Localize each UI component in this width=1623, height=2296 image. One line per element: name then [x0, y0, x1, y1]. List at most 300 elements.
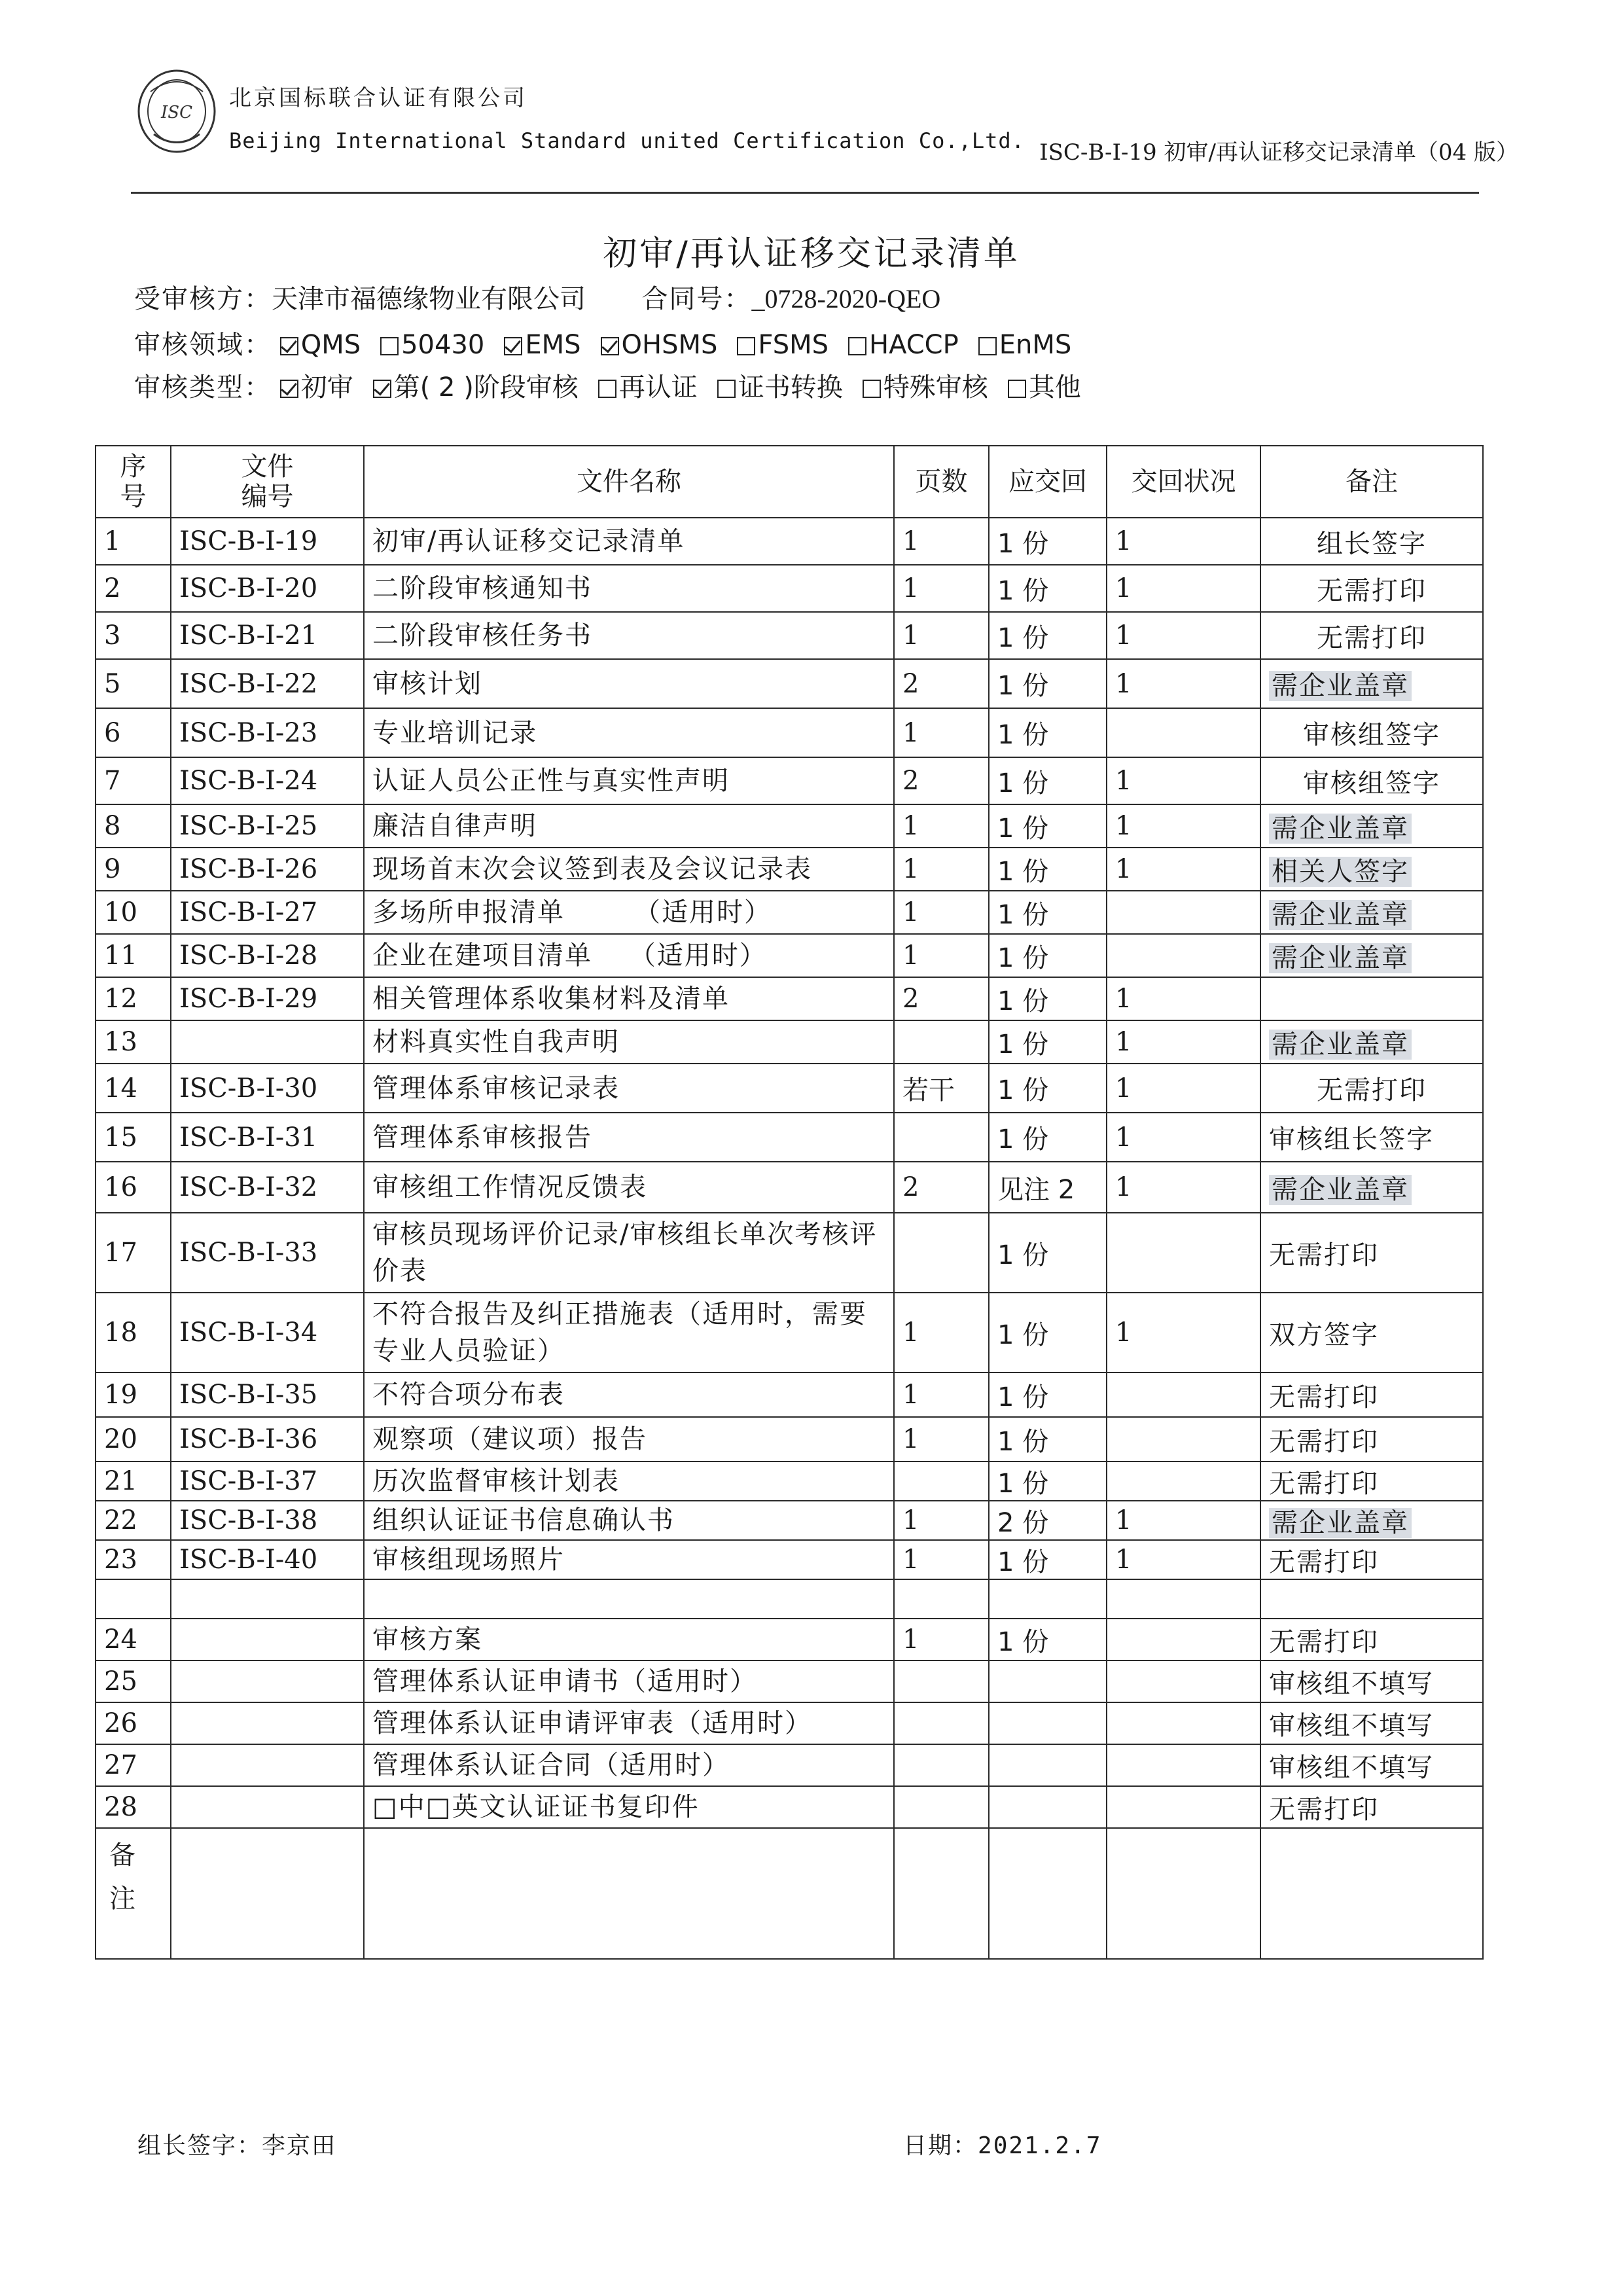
cell-no: 24 [96, 1619, 171, 1660]
note-text: 审核组签字 [1303, 768, 1440, 798]
note-text: 审核组不填写 [1269, 1752, 1434, 1783]
table-row [96, 1162, 1483, 1213]
cell-code: ISC-B-I-38 [171, 1501, 364, 1540]
table-row [96, 1372, 1483, 1417]
remarks-cell[interactable] [171, 1828, 364, 1959]
cell-status [1107, 934, 1260, 977]
cell-code: ISC-B-I-27 [171, 891, 364, 934]
cell-due: 1 份 [989, 1293, 1107, 1372]
note-text: 需企业盖章 [1269, 943, 1412, 973]
note-text: 无需打印 [1269, 1626, 1379, 1657]
cell-pages: 2 [894, 659, 989, 708]
option-label: EMS [525, 330, 581, 360]
table-row [96, 518, 1483, 565]
option-5[interactable] [1008, 367, 1081, 404]
cell-name: 审核员现场评价记录/审核组长单次考核评价表 [364, 1213, 894, 1293]
table-body [96, 518, 1483, 1828]
cell-pages [894, 1702, 989, 1744]
cell-note [1260, 1702, 1483, 1744]
audit-scope-label: 审核领域： [134, 330, 272, 360]
checkbox-checked-icon[interactable] [280, 380, 298, 398]
cell-no: 20 [96, 1417, 171, 1462]
option-2[interactable] [598, 367, 698, 404]
table-row [96, 1660, 1483, 1702]
cell-name: 现场首末次会议签到表及会议记录表 [364, 848, 894, 891]
cell-pages [894, 1579, 989, 1619]
header-no: 序号 [96, 446, 171, 518]
option-label: HACCP [869, 330, 959, 360]
cell-code: ISC-B-I-24 [171, 757, 364, 804]
cell-due: 1 份 [989, 757, 1107, 804]
date-label: 日期： [903, 2132, 978, 2159]
cell-due: 1 份 [989, 1020, 1107, 1064]
cell-name: 专业培训记录 [364, 708, 894, 757]
cell-due [989, 1702, 1107, 1744]
option-label: 其他 [1028, 372, 1081, 403]
audit-scope-line [134, 324, 1091, 361]
cell-code: ISC-B-I-19 [171, 518, 364, 565]
cell-due: 1 份 [989, 1113, 1107, 1162]
cell-status: 1 [1107, 1501, 1260, 1540]
cell-status: 1 [1107, 1113, 1260, 1162]
cell-status [1107, 1744, 1260, 1786]
cell-note [1260, 1579, 1483, 1619]
cell-note [1260, 934, 1483, 977]
cell-due [989, 1786, 1107, 1828]
cell-name: 企业在建项目清单 （适用时） [364, 934, 894, 977]
cell-status: 1 [1107, 804, 1260, 848]
note-text: 无需打印 [1317, 575, 1427, 606]
note-text: 无需打印 [1269, 1547, 1379, 1577]
cell-pages: 若干 [894, 1064, 989, 1113]
cell-due: 1 份 [989, 1213, 1107, 1293]
cell-pages: 2 [894, 757, 989, 804]
note-text: 需企业盖章 [1269, 1508, 1412, 1538]
cell-code: ISC-B-I-21 [171, 612, 364, 659]
cell-note [1260, 804, 1483, 848]
cell-no: 23 [96, 1540, 171, 1579]
cell-status: 1 [1107, 1162, 1260, 1213]
cell-pages [894, 1462, 989, 1501]
cell-pages: 1 [894, 565, 989, 612]
cell-name: 审核方案 [364, 1619, 894, 1660]
option-4[interactable] [737, 330, 829, 360]
cell-status: 1 [1107, 1293, 1260, 1372]
option-label: EnMS [999, 330, 1072, 360]
cell-note [1260, 848, 1483, 891]
table-row [96, 1744, 1483, 1786]
cell-due [989, 1579, 1107, 1619]
cell-due: 1 份 [989, 1462, 1107, 1501]
cell-name: 廉洁自律声明 [364, 804, 894, 848]
cell-pages [894, 1660, 989, 1702]
cell-note [1260, 1417, 1483, 1462]
table-row [96, 708, 1483, 757]
cell-due: 1 份 [989, 934, 1107, 977]
cell-name: 管理体系审核报告 [364, 1113, 894, 1162]
cell-pages: 1 [894, 848, 989, 891]
cell-no: 15 [96, 1113, 171, 1162]
header-divider [131, 192, 1479, 194]
cell-status: 1 [1107, 565, 1260, 612]
option-1[interactable] [373, 367, 579, 404]
cell-pages: 1 [894, 708, 989, 757]
cell-code: ISC-B-I-25 [171, 804, 364, 848]
checkbox-empty-icon[interactable] [598, 380, 616, 398]
cell-code: ISC-B-I-40 [171, 1540, 364, 1579]
audit-scope-options [280, 330, 1092, 360]
cell-no: 27 [96, 1744, 171, 1786]
cell-name: □中□英文认证证书复印件 [364, 1786, 894, 1828]
note-text: 相关人签字 [1269, 857, 1412, 887]
cell-status: 1 [1107, 612, 1260, 659]
remarks-cell[interactable] [1107, 1828, 1260, 1959]
leader-signature [137, 2127, 336, 2161]
cell-name: 相关管理体系收集材料及清单 [364, 977, 894, 1020]
cell-pages [894, 1213, 989, 1293]
cell-name: 组织认证证书信息确认书 [364, 1501, 894, 1540]
cell-no: 9 [96, 848, 171, 891]
cell-note [1260, 1660, 1483, 1702]
option-0[interactable] [280, 330, 361, 360]
cell-status: 1 [1107, 1540, 1260, 1579]
cell-note [1260, 1786, 1483, 1828]
note-text: 无需打印 [1269, 1426, 1379, 1457]
cell-no: 25 [96, 1660, 171, 1702]
cell-status: 1 [1107, 518, 1260, 565]
cell-no: 5 [96, 659, 171, 708]
cell-due: 1 份 [989, 708, 1107, 757]
cell-no: 6 [96, 708, 171, 757]
remarks-cell[interactable] [894, 1828, 989, 1959]
handover-table [95, 445, 1484, 1960]
cell-pages: 1 [894, 1540, 989, 1579]
checkbox-checked-icon[interactable] [373, 380, 391, 398]
cell-name [364, 1579, 894, 1619]
cell-name: 二阶段审核任务书 [364, 612, 894, 659]
table-row [96, 1462, 1483, 1501]
contract-value: _0728-2020-QEO [751, 284, 941, 314]
option-4[interactable] [863, 367, 988, 404]
option-0[interactable] [280, 367, 353, 404]
header-pages: 页数 [894, 446, 989, 518]
cell-status: 1 [1107, 977, 1260, 1020]
audit-type-line [134, 367, 1101, 404]
cell-name: 不符合项分布表 [364, 1372, 894, 1417]
cell-note [1260, 1372, 1483, 1417]
cell-no: 19 [96, 1372, 171, 1417]
cell-code: ISC-B-I-26 [171, 848, 364, 891]
cell-note [1260, 708, 1483, 757]
cell-note [1260, 1293, 1483, 1372]
cell-due: 1 份 [989, 804, 1107, 848]
cell-pages: 1 [894, 1372, 989, 1417]
cell-name: 管理体系认证申请书（适用时） [364, 1660, 894, 1702]
option-3[interactable] [601, 330, 718, 360]
option-label: 再认证 [618, 372, 698, 403]
cell-no: 21 [96, 1462, 171, 1501]
table-row [96, 934, 1483, 977]
cell-code: ISC-B-I-20 [171, 565, 364, 612]
cell-code: ISC-B-I-22 [171, 659, 364, 708]
cell-code [171, 1020, 364, 1064]
cell-status [1107, 1619, 1260, 1660]
note-text: 需企业盖章 [1269, 1175, 1412, 1205]
table-row [96, 1619, 1483, 1660]
table-row [96, 1113, 1483, 1162]
note-text: 需企业盖章 [1269, 671, 1412, 701]
cell-no: 8 [96, 804, 171, 848]
cell-note [1260, 891, 1483, 934]
cell-code [171, 1702, 364, 1744]
note-text: 审核组签字 [1303, 720, 1440, 750]
cell-pages: 1 [894, 891, 989, 934]
cell-no: 12 [96, 977, 171, 1020]
cell-pages: 1 [894, 1501, 989, 1540]
table-row [96, 1213, 1483, 1293]
remarks-label: 备注 [96, 1828, 171, 1959]
cell-name: 历次监督审核计划表 [364, 1462, 894, 1501]
cell-status [1107, 1579, 1260, 1619]
cell-pages: 1 [894, 1619, 989, 1660]
table-row [96, 1579, 1483, 1619]
cell-status: 1 [1107, 659, 1260, 708]
cell-code [171, 1660, 364, 1702]
cell-name: 审核组现场照片 [364, 1540, 894, 1579]
table-row [96, 612, 1483, 659]
cell-name: 初审/再认证移交记录清单 [364, 518, 894, 565]
cell-due: 1 份 [989, 977, 1107, 1020]
option-label: 50430 [401, 330, 485, 360]
remarks-cell[interactable] [1260, 1828, 1483, 1959]
cell-note [1260, 612, 1483, 659]
cell-note [1260, 1744, 1483, 1786]
cell-due: 1 份 [989, 518, 1107, 565]
header-note: 备注 [1260, 446, 1483, 518]
cell-code: ISC-B-I-36 [171, 1417, 364, 1462]
cell-status [1107, 891, 1260, 934]
cell-pages: 2 [894, 977, 989, 1020]
option-label: 初审 [300, 372, 353, 403]
option-6[interactable] [978, 330, 1072, 360]
cell-no [96, 1579, 171, 1619]
cell-pages: 1 [894, 612, 989, 659]
cell-code: ISC-B-I-33 [171, 1213, 364, 1293]
cell-status: 1 [1107, 848, 1260, 891]
cell-code: ISC-B-I-32 [171, 1162, 364, 1213]
cell-code [171, 1579, 364, 1619]
table-row [96, 848, 1483, 891]
cell-note [1260, 659, 1483, 708]
cell-no: 7 [96, 757, 171, 804]
cell-status [1107, 1417, 1260, 1462]
table-row [96, 565, 1483, 612]
cell-code: ISC-B-I-30 [171, 1064, 364, 1113]
checkbox-checked-icon[interactable] [504, 337, 522, 355]
checkbox-empty-icon[interactable] [1008, 380, 1026, 398]
cell-code [171, 1619, 364, 1660]
cell-due: 1 份 [989, 1619, 1107, 1660]
checkbox-empty-icon[interactable] [380, 337, 399, 355]
cell-name: 材料真实性自我声明 [364, 1020, 894, 1064]
cell-no: 17 [96, 1213, 171, 1293]
option-label: FSMS [758, 330, 829, 360]
cell-code [171, 1744, 364, 1786]
auditee-label: 受审核方： [134, 284, 272, 314]
note-text: 无需打印 [1269, 1794, 1379, 1825]
table-row [96, 977, 1483, 1020]
cell-no: 2 [96, 565, 171, 612]
cell-note [1260, 1020, 1483, 1064]
checkbox-empty-icon[interactable] [717, 380, 736, 398]
cell-pages [894, 1744, 989, 1786]
cell-pages: 1 [894, 934, 989, 977]
remarks-cell[interactable] [989, 1828, 1107, 1959]
contract-label: 合同号： [641, 284, 752, 314]
cell-name: 观察项（建议项）报告 [364, 1417, 894, 1462]
leader-sign-value: 李京田 [262, 2132, 337, 2159]
cell-note [1260, 1064, 1483, 1113]
cell-note [1260, 977, 1483, 1020]
cell-no: 3 [96, 612, 171, 659]
option-3[interactable] [717, 367, 843, 404]
checkbox-checked-icon[interactable] [280, 337, 298, 355]
cell-note [1260, 757, 1483, 804]
option-1[interactable] [380, 330, 484, 360]
cell-status: 1 [1107, 757, 1260, 804]
table-row [96, 1293, 1483, 1372]
cell-code: ISC-B-I-37 [171, 1462, 364, 1501]
note-text: 无需打印 [1269, 1382, 1379, 1412]
document-code: ISC-B-I-19 初审/再认证移交记录清单（04 版） [1039, 139, 1518, 166]
table-row [96, 891, 1483, 934]
checkbox-empty-icon[interactable] [737, 337, 755, 355]
option-2[interactable] [504, 330, 580, 360]
table-row [96, 1020, 1483, 1064]
checkbox-checked-icon[interactable] [601, 337, 619, 355]
cell-status [1107, 708, 1260, 757]
cell-no: 1 [96, 518, 171, 565]
company-name-cn: 北京国标联合认证有限公司 [229, 85, 527, 111]
cell-no: 28 [96, 1786, 171, 1828]
cell-name: 多场所申报清单 （适用时） [364, 891, 894, 934]
cell-pages [894, 1020, 989, 1064]
header-code: 文件编号 [171, 446, 364, 518]
sign-date [903, 2127, 1101, 2161]
cell-note [1260, 565, 1483, 612]
remarks-row [96, 1828, 1483, 1959]
cell-name: 二阶段审核通知书 [364, 565, 894, 612]
table-row [96, 1786, 1483, 1828]
cell-status [1107, 1213, 1260, 1293]
cell-name: 审核计划 [364, 659, 894, 708]
cell-due [989, 1744, 1107, 1786]
table-row [96, 1702, 1483, 1744]
cell-note [1260, 1162, 1483, 1213]
note-text: 需企业盖章 [1269, 900, 1412, 930]
option-label: 第( 2 )阶段审核 [393, 372, 579, 403]
cell-name: 管理体系审核记录表 [364, 1064, 894, 1113]
option-label: OHSMS [621, 330, 718, 360]
option-label: 证书转换 [738, 372, 843, 403]
cell-no: 14 [96, 1064, 171, 1113]
auditee-value: 天津市福德缘物业有限公司 [272, 284, 586, 314]
cell-no: 10 [96, 891, 171, 934]
cell-pages: 2 [894, 1162, 989, 1213]
cell-note [1260, 1619, 1483, 1660]
cell-due: 1 份 [989, 565, 1107, 612]
cell-name: 不符合报告及纠正措施表（适用时，需要专业人员验证） [364, 1293, 894, 1372]
cell-code: ISC-B-I-28 [171, 934, 364, 977]
leader-sign-label: 组长签字： [137, 2132, 262, 2159]
cell-code: ISC-B-I-31 [171, 1113, 364, 1162]
table-row [96, 1501, 1483, 1540]
cell-note [1260, 1540, 1483, 1579]
cell-code: ISC-B-I-35 [171, 1372, 364, 1417]
note-text: 无需打印 [1269, 1468, 1379, 1499]
cell-pages: 1 [894, 804, 989, 848]
cell-note [1260, 518, 1483, 565]
checkbox-empty-icon[interactable] [978, 337, 997, 355]
cell-code: ISC-B-I-29 [171, 977, 364, 1020]
note-text: 双方签字 [1269, 1319, 1379, 1350]
cell-no: 13 [96, 1020, 171, 1064]
cell-due: 1 份 [989, 1417, 1107, 1462]
table-row [96, 1064, 1483, 1113]
table-row [96, 1540, 1483, 1579]
cell-status [1107, 1462, 1260, 1501]
cell-due [989, 1660, 1107, 1702]
checkbox-empty-icon[interactable] [848, 337, 866, 355]
company-name-en: Beijing International Standard united Certification Co.,Ltd. [229, 128, 1025, 153]
audit-type-options [280, 372, 1101, 403]
cell-status [1107, 1786, 1260, 1828]
audit-type-label: 审核类型： [134, 372, 272, 403]
remarks-cell[interactable] [364, 1828, 894, 1959]
cell-due: 见注 2 [989, 1162, 1107, 1213]
note-text: 需企业盖章 [1269, 1030, 1412, 1060]
cell-pages: 1 [894, 518, 989, 565]
cell-due: 2 份 [989, 1501, 1107, 1540]
cell-pages [894, 1786, 989, 1828]
table-row [96, 1417, 1483, 1462]
cell-status [1107, 1372, 1260, 1417]
note-text: 无需打印 [1317, 1075, 1427, 1105]
company-logo [134, 65, 219, 157]
cell-due: 1 份 [989, 659, 1107, 708]
cell-name: 管理体系认证合同（适用时） [364, 1744, 894, 1786]
cell-pages [894, 1113, 989, 1162]
cell-due: 1 份 [989, 891, 1107, 934]
cell-name: 认证人员公正性与真实性声明 [364, 757, 894, 804]
cell-note [1260, 1462, 1483, 1501]
option-label: 特殊审核 [883, 372, 988, 403]
cell-note [1260, 1501, 1483, 1540]
option-5[interactable] [848, 330, 959, 360]
cell-no: 11 [96, 934, 171, 977]
cell-pages: 1 [894, 1417, 989, 1462]
cell-no: 18 [96, 1293, 171, 1372]
note-text: 审核组长签字 [1269, 1124, 1434, 1155]
auditee-line [134, 278, 940, 315]
cell-status [1107, 1702, 1260, 1744]
cell-due: 1 份 [989, 848, 1107, 891]
checkbox-empty-icon[interactable] [863, 380, 881, 398]
cell-name: 审核组工作情况反馈表 [364, 1162, 894, 1213]
note-text: 需企业盖章 [1269, 814, 1412, 844]
note-text: 审核组不填写 [1269, 1668, 1434, 1699]
header-status: 交回状况 [1107, 446, 1260, 518]
